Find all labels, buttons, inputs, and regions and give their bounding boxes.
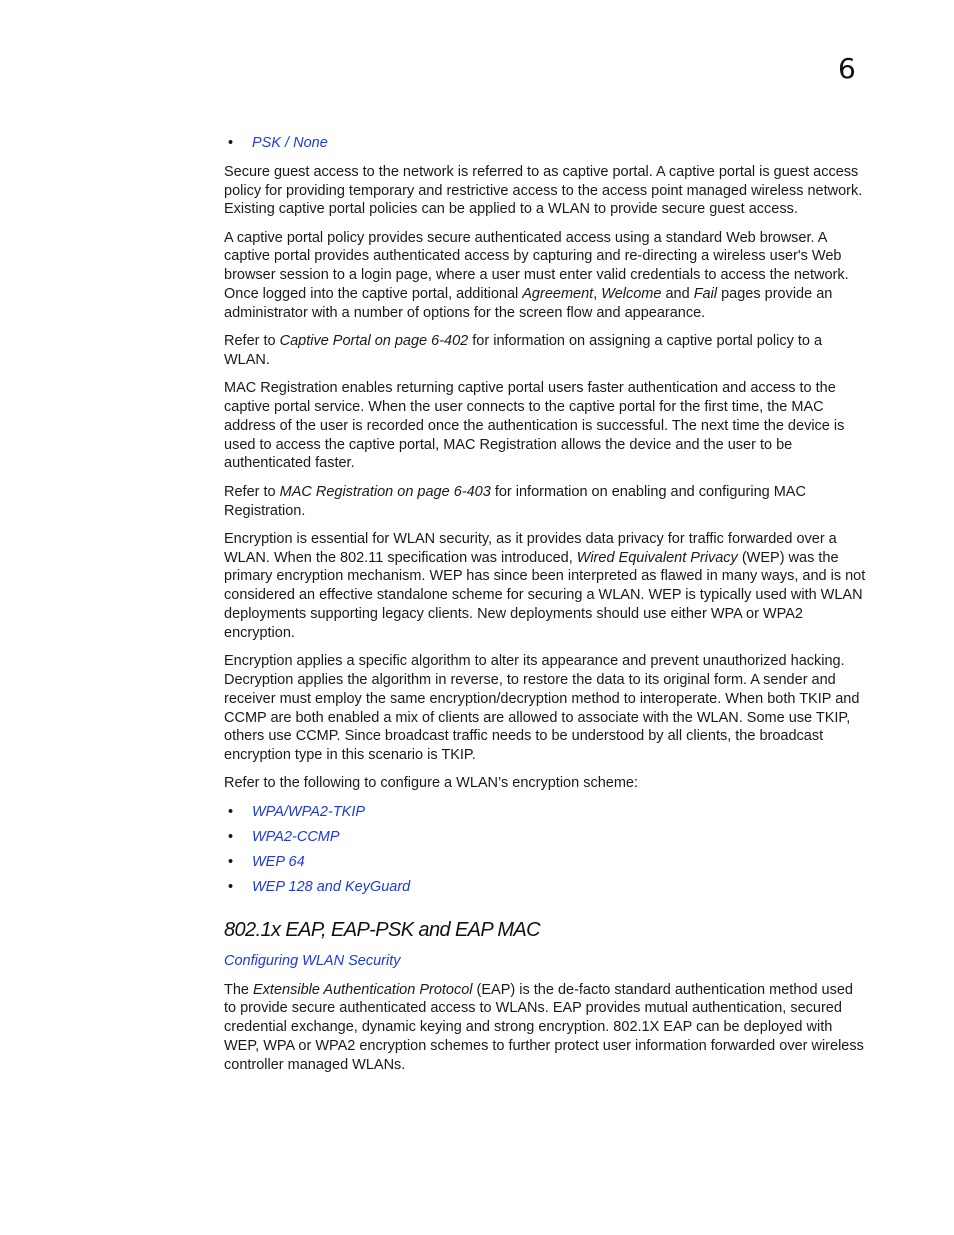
bullet-icon: • [228, 853, 234, 870]
bullet-icon: • [228, 803, 234, 820]
encryption-options-list [224, 803, 869, 897]
paragraph-encryption-intro: Encryption is essential for WLAN security, as it provides data privacy for traffic forwarded over a WLAN. When the 802.11 specification was introduced, Wired Equivalent Privacy (WEP) was the primary encryption mechanism. WEP has since been interpreted as flawed in many ways, and is not considered an effective standalone scheme for securing a WLAN. WEP is typically used with WLAN deployments supporting legacy clients. New deployments should use either WPA or WPA2 encryption. [224, 530, 866, 641]
list-item [224, 134, 869, 153]
list-item [224, 803, 869, 822]
wpa-wpa2-tkip-link[interactable]: WPA/WPA2-TKIP [252, 803, 366, 820]
wep-128-keyguard-link[interactable]: WEP 128 and KeyGuard [252, 878, 411, 895]
paragraph-captive-intro: Secure guest access to the network is referred to as captive portal. A captive portal is guest access policy for providing temporary and restrictive access to the access point managed wireless network. Existing captive portal policies can be applied to a WLAN to provide secure guest access. [224, 163, 863, 218]
bullet-icon: • [228, 135, 234, 151]
term-agreement: Agreement [522, 286, 594, 303]
list-item [224, 828, 869, 847]
wpa2-ccmp-link[interactable]: WPA2-CCMP [252, 828, 340, 845]
list-item [224, 853, 869, 872]
term-wep: Wired Equivalent Privacy [576, 549, 738, 566]
configuring-wlan-security-link[interactable]: Configuring WLAN Security [224, 953, 401, 970]
wep-64-link[interactable]: WEP 64 [252, 853, 305, 870]
paragraph-encryption-ref: Refer to the following to configure a WLAN’s encryption scheme: [224, 775, 638, 792]
paragraph-captive-policy: A captive portal policy provides secure authenticated access using a standard Web browser. A captive portal provides authenticated access by capturing and re-directing a wireless user's Web browser session to a login page, where a user must enter valid credentials to access the network. Once logged into the captive portal, additional Agreement, Welcome and Fail pages provide an administrator with a number of options for the screen flow and appearance. [224, 229, 849, 321]
term-fail: Fail [693, 286, 718, 303]
term-eap: Extensible Authentication Protocol [253, 981, 473, 998]
paragraph-encryption-algorithm: Encryption applies a specific algorithm to alter its appearance and prevent unauthorized hacking. Decryption applies the algorithm in reverse, to restore the data to its original form. A sender and receiver must employ the same encryption/decryption method to interoperate. When both TKIP and CCMP are both enabled a mix of clients are allowed to associate with the WLAN. Some use TKIP, others use CCMP. Since broadcast traffic needs to be understood by all clients, the broadcast encryption type in this scenario is TKIP. [224, 653, 860, 764]
auth-options-list [224, 134, 869, 153]
page-content [224, 134, 869, 1084]
bullet-icon: • [228, 878, 234, 895]
chapter-number: 6 [838, 52, 856, 85]
captive-portal-ref: Captive Portal on page 6-402 [279, 333, 469, 350]
term-welcome: Welcome [601, 286, 662, 303]
section-heading: 802.1x EAP, EAP-PSK and EAP MAC [224, 919, 541, 942]
paragraph-mac-registration: MAC Registration enables returning captive portal users faster authentication and access to the captive portal service. When the user connects to the captive portal for the first time, the MAC address of the user is recorded once the authentication is successful. The next time the device is used to access the captive portal, MAC Registration allows the device and the user to be authenticated faster. [224, 380, 845, 472]
paragraph-mac-ref: Refer to MAC Registration on page 6-403 for information on enabling and configuring MAC Registration. [224, 483, 806, 519]
bullet-icon: • [228, 828, 234, 845]
mac-registration-ref: MAC Registration on page 6-403 [279, 483, 491, 500]
paragraph-captive-ref: Refer to Captive Portal on page 6-402 for information on assigning a captive portal policy to a WLAN. [224, 333, 823, 368]
list-item [224, 878, 869, 897]
paragraph-eap: The Extensible Authentication Protocol (EAP) is the de-facto standard authentication method used to provide secure authenticated access to WLANs. EAP provides mutual authentication, secured credential exchange, dynamic keying and strong encryption. 802.1X EAP can be deployed with WEP, WPA or WPA2 encryption schemes to further protect user information forwarded over wireless controller managed WLANs. [224, 981, 864, 1073]
psk-none-link[interactable]: PSK / None [252, 135, 328, 151]
